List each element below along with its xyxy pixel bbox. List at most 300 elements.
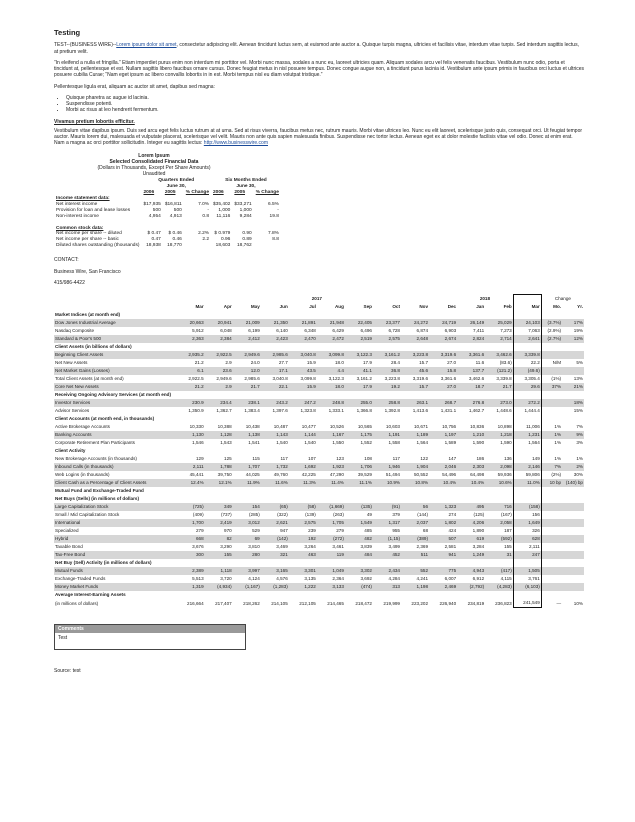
cell-value: 2,046 [429,463,457,471]
row-label: New Brokerage Accounts (in thousands) [55,456,137,462]
cell-value: 10.4% [429,479,457,487]
cell-value: 17.9 [362,360,372,366]
month-change [541,415,562,423]
cell-value: 243.2 [261,399,289,407]
cell-value: 15.9 [306,360,316,366]
cell-value: 1,350.9 [188,408,204,414]
cell-value [261,311,289,319]
year-change [562,351,584,359]
cell-value: 6.5% [267,201,279,207]
table-row [54,535,584,543]
cell-value: 10,836 [470,424,485,430]
cell-value [345,311,373,319]
cell-value [373,311,401,319]
cell-value: 11.3% [289,479,317,487]
cell-value [457,343,485,351]
cell-value [261,447,289,455]
row-label: Client Cash as a Percentage of Client Assets [54,479,177,487]
month-change: 1% [554,424,562,430]
cell-value: 1,549 [345,519,373,527]
table-row [54,367,584,375]
month-change [541,399,562,407]
cell-value [205,343,233,351]
cell-value: 212,105 [299,600,316,606]
cell-value: 379 [392,512,400,518]
cell-value: 6,140 [276,328,288,334]
cell-value: 485 [364,528,372,534]
cell-value [485,591,513,599]
row-label: Client Activity [55,448,86,454]
table-row [54,391,584,399]
cell-value: 21.2 [194,360,204,366]
row-label: Net Buys (Sells) (in millions of dollars) [55,496,139,502]
cell-value: 136 [504,456,512,462]
cell-value [261,495,289,503]
cell-value: 27.0 [447,360,457,366]
cell-value [513,559,541,567]
year-change [562,543,584,551]
month-header: Dec [447,304,457,310]
table-row [54,471,584,479]
cell-value: 2,470 [289,335,317,343]
cell-value [177,559,205,567]
month-change [541,559,562,567]
cell-value: 3,099.8 [300,376,316,382]
cell-value: 11.6% [261,479,289,487]
cell-value: 3,339.8 [513,351,541,359]
cell-value [513,447,541,455]
cell-value [513,487,541,495]
cell-value [485,495,513,503]
year-header: 2005 [234,189,246,195]
cell-value: 6,048 [220,328,232,334]
cell-value [401,343,429,351]
cell-value: 2,469 [429,583,457,591]
cell-value: 18.7 [457,383,485,391]
cell-value [177,495,205,503]
cell-value: 2,581 [444,544,457,550]
cell-value: 272.2 [513,399,541,407]
financial-table [54,178,281,250]
cell-value: 274 [448,512,457,518]
cell-value: 247 [513,551,541,559]
cell-value: 2,111 [513,543,541,551]
cell-value: 0.89 [242,237,252,243]
row-label: Active Brokerage Accounts [55,424,110,430]
row-label: Web Logins (in thousands) [55,472,110,478]
cell-value: 2,146 [513,463,541,471]
cell-value: 1,191 [373,431,401,439]
month-change: N/M [552,360,562,366]
month-change: — [556,600,562,606]
cell-value: (725) [177,503,205,511]
month-change [541,343,562,351]
cell-value: 51,494 [385,472,400,478]
cell-value: 26,149 [457,319,485,327]
cell-value [373,391,401,399]
row-label: Diluted shares outstanding (thousands) [56,243,140,249]
cell-value: 4,576 [276,576,288,582]
cell-value: 18,762 [237,243,252,249]
row-label: Client Assets (in billions of dollars) [55,344,132,350]
row-label: Banking Accounts [54,431,177,439]
cell-value: 11,006 [513,423,541,431]
cell-value: 12.4% [177,479,205,487]
cell-value: 21,009 [233,319,261,327]
row-label: Average Interest-Earning Assets [55,592,126,598]
cell-value: (263) [333,512,344,518]
cell-value: 2,674 [429,335,457,343]
cell-value [233,391,261,399]
cell-value: 8.8 [272,237,279,243]
fin-title: Lorem Ipsum [138,152,170,159]
cell-value: 45,441 [189,472,204,478]
cell-value: 1,706 [345,463,373,471]
cell-value [457,591,485,599]
month-change [541,551,562,559]
month-header: Jul [309,304,316,310]
cell-value: 1,175 [345,431,373,439]
cell-value [289,591,317,599]
cell-value: 1,431.1 [440,408,457,414]
cell-value: 39,529 [357,472,372,478]
cell-value: (142) [261,535,289,543]
year-change: 21% [562,383,584,391]
cell-value: 424 [448,528,457,534]
cell-value: 1,413.6 [412,408,429,414]
cell-value: 230.9 [177,399,205,407]
row-label: Net interest income [56,201,98,207]
cell-value [289,447,317,455]
year-change [562,575,584,583]
cell-value: $16,811 [164,201,182,207]
year-change [562,535,584,543]
cell-value [429,591,457,599]
cell-value: 248.8 [317,399,345,407]
year-change [562,591,584,599]
cell-value: 619 [457,535,485,543]
cell-value: 1,564 [416,440,429,446]
cell-value: 19.2 [373,383,401,391]
cell-value: 22,405 [345,319,373,327]
cell-value: 10,756 [442,424,457,430]
row-label: Taxable Bond [55,544,83,550]
cell-value: 279 [195,528,204,534]
year-change [562,343,584,351]
cell-value: (2,792) [457,583,485,591]
cell-value [261,487,289,495]
cell-value [401,415,429,423]
cell-value: 49,760 [273,472,288,478]
month-header: Oct [392,304,400,310]
cell-value: 3,122.3 [345,351,373,359]
cell-value: 3,361.6 [457,351,485,359]
year-change: 13% [573,376,583,382]
cell-value: (389) [401,535,429,543]
cell-value: 2,714 [485,335,513,343]
cell-value: 12.0 [233,367,261,375]
cell-value [317,591,345,599]
table-row [54,319,584,327]
monthly-activity-table [54,294,584,608]
year-change [562,583,584,591]
cell-value: 276.8 [457,399,485,407]
table-row [54,407,584,415]
month-header: Aug [334,304,344,310]
cell-value: 1,138 [233,431,261,439]
cell-value: 7.8% [267,231,279,237]
cell-value: 18.0 [317,383,345,391]
page-title: Testing [54,28,81,37]
year-change: 10% [573,600,583,606]
cell-value [345,495,373,503]
cell-value [513,391,541,399]
cell-value: 273.0 [485,399,513,407]
cell-value [373,487,401,495]
year-change: 1% [576,456,583,462]
cell-value: 1,788 [205,463,233,471]
cell-value [485,311,513,319]
cell-value [457,495,485,503]
month-change: (2%) [551,472,562,478]
cell-value: 1,590 [472,440,485,446]
cell-value [485,487,513,495]
cell-value: 3,997 [233,567,261,575]
cell-value: 300 [177,551,205,559]
row-label: Specialized [55,528,79,534]
cell-value [485,415,513,423]
cell-value: 3,284 [472,544,485,550]
cell-value: 3,339.8 [496,376,512,382]
cell-value: 3,462.6 [485,351,513,359]
cell-value: 10.9% [373,479,401,487]
cell-value: 1,319 [177,583,205,591]
cell-value [317,559,345,567]
cell-value: 955 [392,528,400,534]
cell-value: 500 [152,207,161,213]
cell-value [177,447,205,455]
cell-value: 217,407 [215,600,232,606]
cell-value: (91) [373,503,401,511]
cell-value: 2,621 [261,519,289,527]
cell-value: 1,700 [177,519,205,527]
table-row [54,519,584,527]
cell-value [429,311,457,319]
cell-value: 6,912 [472,576,485,582]
intro-link[interactable]: Lorem ipsum dolor sit amet [116,42,177,49]
cell-value: 258.8 [373,399,401,407]
cell-value: (1,167) [233,583,261,591]
bullet-list [54,95,584,114]
cell-value: 1,143 [261,431,289,439]
cell-value: 6.1 [177,367,205,375]
cell-value [345,391,373,399]
cell-value: 1,167 [317,431,345,439]
cell-value: 1,707 [233,463,261,471]
cell-value: 11,116 [216,213,231,219]
table-row [54,487,584,495]
table-row [54,335,584,343]
cell-value [429,487,457,495]
cell-value [401,447,429,455]
cell-value: 280 [233,551,261,559]
cell-value: 6,348 [304,328,316,334]
cell-value: 2,111 [177,463,205,471]
table-row [54,559,584,567]
cell-value: 24,272 [401,319,429,327]
year-header: 2006 [143,189,155,195]
cell-value: 484 [345,551,373,559]
cell-value: 1,802 [429,519,457,527]
section-label: Common stock data: [56,225,104,231]
cell-value: 3,676 [192,544,204,550]
month-change [541,407,562,415]
cell-value: 0.8 [202,213,209,219]
table-row [54,439,584,447]
cell-value: 1,362.7 [216,408,232,414]
cell-value: 218,262 [243,600,260,606]
cell-value: 1,128 [205,431,233,439]
cell-value: 463 [289,551,317,559]
cell-value: 117 [280,456,288,462]
cell-value: 21,350 [261,319,289,327]
cell-value: 1,366.8 [356,408,372,414]
change-header: % Change [185,189,209,195]
contact-name: Business Wire, San Francisco [54,268,121,275]
cell-value: 47,290 [329,472,344,478]
cell-value [317,415,345,423]
cell-value: 1,904 [401,463,429,471]
cell-value [233,311,261,319]
quote-paragraph: “In eleifend a nulla et fringilla.” Etiam imperdiet purus enim non interdum mi porttitor vel. Morbi nunc massa, sodales a nunc eu, laoreet ultricies quam. Aliquam sodales arcu vel felis venenatis faucibus. Vestibulum nunc odio, porta et tincidunt at, pellentesque et est. Nullam sagittis libero faucibus ornare cursus. Donec feugiat metus in nisl posuere tempus. Donec congue augue non, a tincidunt purus lacinia id. Vestibulum ante ipsum primis in faucibus orci luctus et ultrices posuere cubilia Curae; “Nam eget ipsum ac libero convallis lobortis in in est. Morbi tempus nisl eu diam volutpat tristique.” [54,59,585,79]
cell-value [513,495,541,503]
cell-value: (125) [473,512,485,518]
cell-value [205,311,233,319]
cell-value [289,487,317,495]
table-row [54,479,584,487]
cell-value: 238.1 [233,399,261,407]
table-row [54,243,281,249]
cell-value: 15.7 [419,360,429,366]
cell-value: (158) [513,503,541,511]
cell-value: 5,513 [192,576,204,582]
cell-value: 18,603 [215,243,231,249]
cell-value [373,559,401,567]
cell-value: 2.2 [202,237,209,243]
table-row [54,423,584,431]
table-row [54,583,584,591]
cell-value: 187 [504,528,512,534]
cell-value: 1,946 [373,463,401,471]
month-change [541,311,562,319]
cell-value: 3,223.8 [384,376,400,382]
cell-value: 214,105 [271,600,288,606]
year-change [562,487,584,495]
year-change: (140) bp [562,479,584,487]
cell-value: 2,824 [457,335,485,343]
cell-value: 0.90 [242,231,252,237]
cell-value: 2,369 [416,544,429,550]
cell-value: 6,007 [444,576,457,582]
cell-value: (285) [249,512,260,518]
cell-value: 7,063 [513,327,541,335]
cell-value: 64,498 [470,472,485,478]
cell-value: 10,487 [273,424,288,430]
cell-value [345,415,373,423]
cell-value: 628 [513,535,541,543]
cell-value: 1,198 [401,583,429,591]
cell-value [485,391,513,399]
cell-value: 1,397.6 [272,408,288,414]
month-change [541,575,562,583]
cell-value [233,343,261,351]
cell-value: 10,438 [245,424,260,430]
cell-value [233,487,261,495]
cell-value: 507 [429,535,457,543]
cell-value: 226,940 [439,600,457,606]
cell-value: 154 [233,503,261,511]
cell-value: 0.46 [172,237,182,243]
cell-value: 0.47 [151,237,161,243]
dateline: TEST--(BUSINESS WIRE)-- [54,42,117,49]
table-row [54,359,584,367]
row-label: Dow Jones Industrial Average [54,319,177,327]
year-change: 15% [573,408,583,414]
cell-value [401,559,429,567]
table-row [54,511,584,519]
document-page [54,28,584,680]
cell-value: 21,891 [289,319,317,327]
cell-value: (474) [345,583,373,591]
cell-value: 214,465 [327,600,344,606]
cell-value [317,391,345,399]
year-header: 2006 [213,189,224,195]
cell-value: 69 [233,535,261,543]
table-row [54,351,584,359]
cell-value: $35,402 [213,201,231,207]
comments-body: Test [58,635,68,642]
change-col-header: Yr. [577,304,583,310]
cell-value: 1,890 [472,528,485,534]
cell-value: 4,206 [457,519,485,527]
cell-value: 22.1 [261,383,289,391]
cell-value: 1,923 [317,463,345,471]
cell-value [289,391,317,399]
cell-value: 42,225 [301,472,316,478]
cell-value: 59,806 [513,471,541,479]
year-change [562,391,584,399]
cell-value: 3,301 [289,567,317,575]
cell-value: (1,669) [317,503,345,511]
row-label: Net Buy (Sell) Activity (in millions of dollars) [55,560,152,566]
cell-value: 156 [513,511,541,519]
cell-value: $ 0.46 [168,231,182,237]
cell-value: (58) [289,503,317,511]
cell-value: $33,271 [234,201,252,207]
cell-value [485,447,513,455]
cell-value: 4,241 [416,576,429,582]
table-row [54,383,584,391]
row-label: Core Net New Assets [54,383,177,391]
year-2017: 2017 [311,296,322,302]
contact-phone: 415/986-4422 [54,279,85,286]
cell-value: 3,264 [304,544,316,550]
table-row [54,551,584,559]
businesswire-link[interactable]: http://www.businesswire.com [203,140,268,147]
row-label: Net income per share -- basic [56,237,119,243]
row-label: Net New Assets [55,360,88,366]
row-label: Net Market Gains (Losses) [54,367,177,375]
